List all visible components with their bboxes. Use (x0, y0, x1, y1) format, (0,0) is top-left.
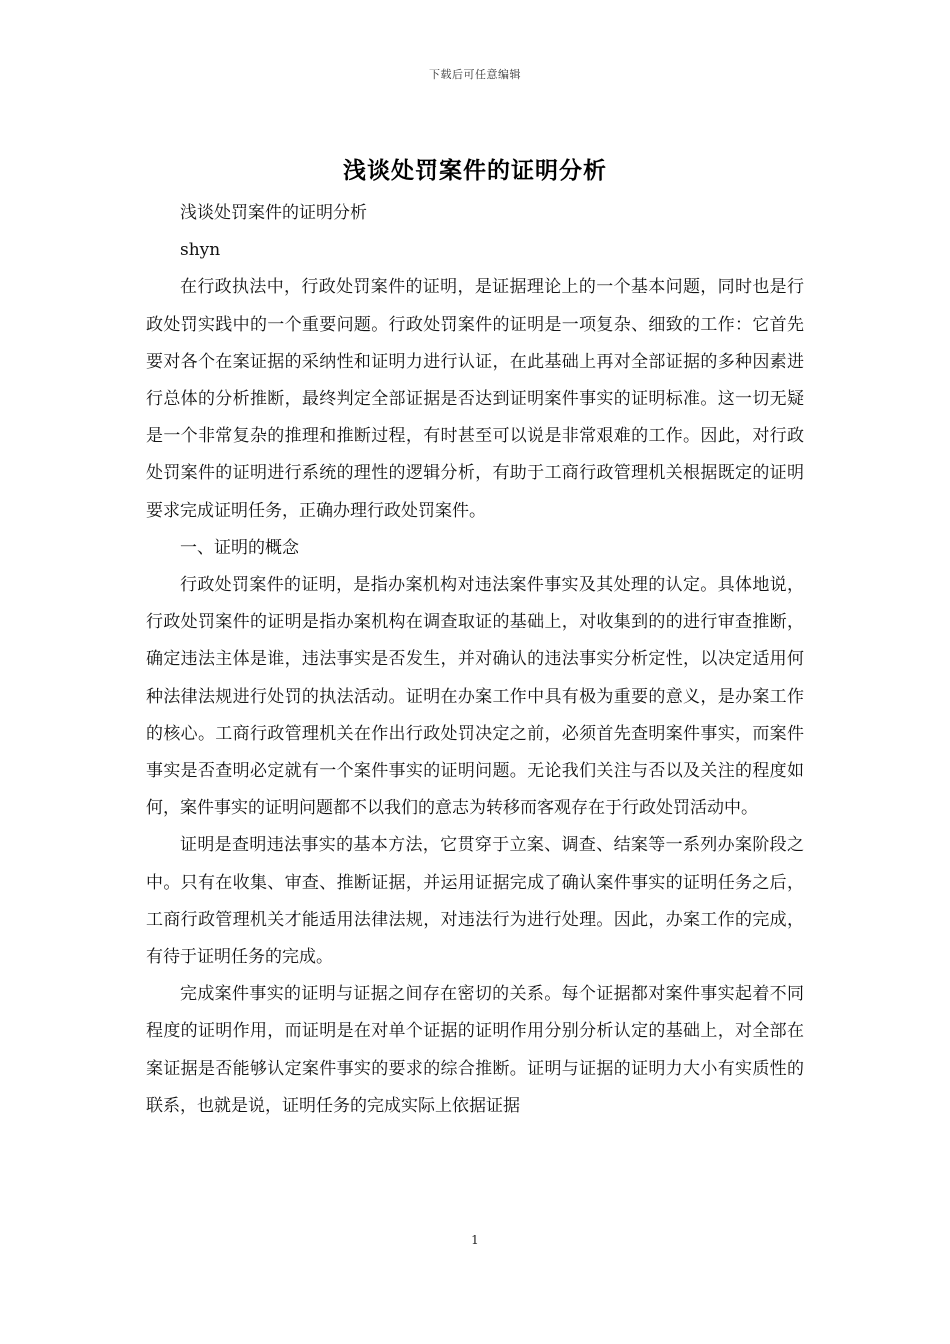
subtitle-paragraph: 浅谈处罚案件的证明分析 (180, 203, 367, 223)
section-heading: 一、证明的概念 (180, 537, 299, 558)
author-paragraph: shyn (180, 240, 221, 261)
body-paragraph: 在行政执法中，行政处罚案件的证明，是证据理论上的一个基本问题，同时也是行政处罚实践中的一个重要问题。行政处罚案件的证明是一项复杂、细致的工作：它首先要对各个在案证据的采纳性和证明力进行认证，在此基础上再对全部证据的多种因素进行总体的分析推断，最终判定全部证据是否达到证明案件事实的证明标准。这一切无疑是一个非常复杂的推理和推断过程，有时甚至可以说是非常艰难的工作。因此，对行政处罚案件的证明进行系统的理性的逻辑分析，有助于工商行政管理机关根据既定的证明要求完成证明任务，正确办理行政处罚案件。 (146, 277, 804, 521)
header-note: 下载后可任意编辑 (429, 68, 521, 81)
body-paragraph: 完成案件事实的证明与证据之间存在密切的关系。每个证据都对案件事实起着不同程度的证明作用，而证明是在对单个证据的证明作用分别分析认定的基础上，对全部在案证据是否能够认定案件事实的要求的综合推断。证明与证据的证明力大小有实质性的联系，也就是说，证明任务的完成实际上依据证据 (146, 984, 804, 1116)
document-body (146, 195, 804, 1125)
page-number: 1 (471, 1233, 479, 1247)
body-paragraph: 证明是查明违法事实的基本方法，它贯穿于立案、调查、结案等一系列办案阶段之中。只有在收集、审查、推断证据，并运用证据完成了确认案件事实的证明任务之后，工商行政管理机关才能适用法律法规，对违法行为进行处理。因此，办案工作的完成，有待于证明任务的完成。 (146, 835, 804, 968)
document-title: 浅谈处罚案件的证明分析 (343, 157, 607, 184)
body-paragraph: 行政处罚案件的证明，是指办案机构对违法案件事实及其处理的认定。具体地说，行政处罚案件的证明是指办案机构在调查取证的基础上，对收集到的的进行审查推断，确定违法主体是谁，违法事实是否发生，并对确认的违法事实分析定性，以决定适用何种法律法规进行处罚的执法活动。证明在办案工作中具有极为重要的意义，是办案工作的核心。工商行政管理机关在作出行政处罚决定之前，必须首先查明案件事实，而案件事实是否查明必定就有一个案件事实的证明问题。无论我们关注与否以及关注的程度如何，案件事实的证明问题都不以我们的意志为转移而客观存在于行政处罚活动中。 (146, 575, 804, 819)
